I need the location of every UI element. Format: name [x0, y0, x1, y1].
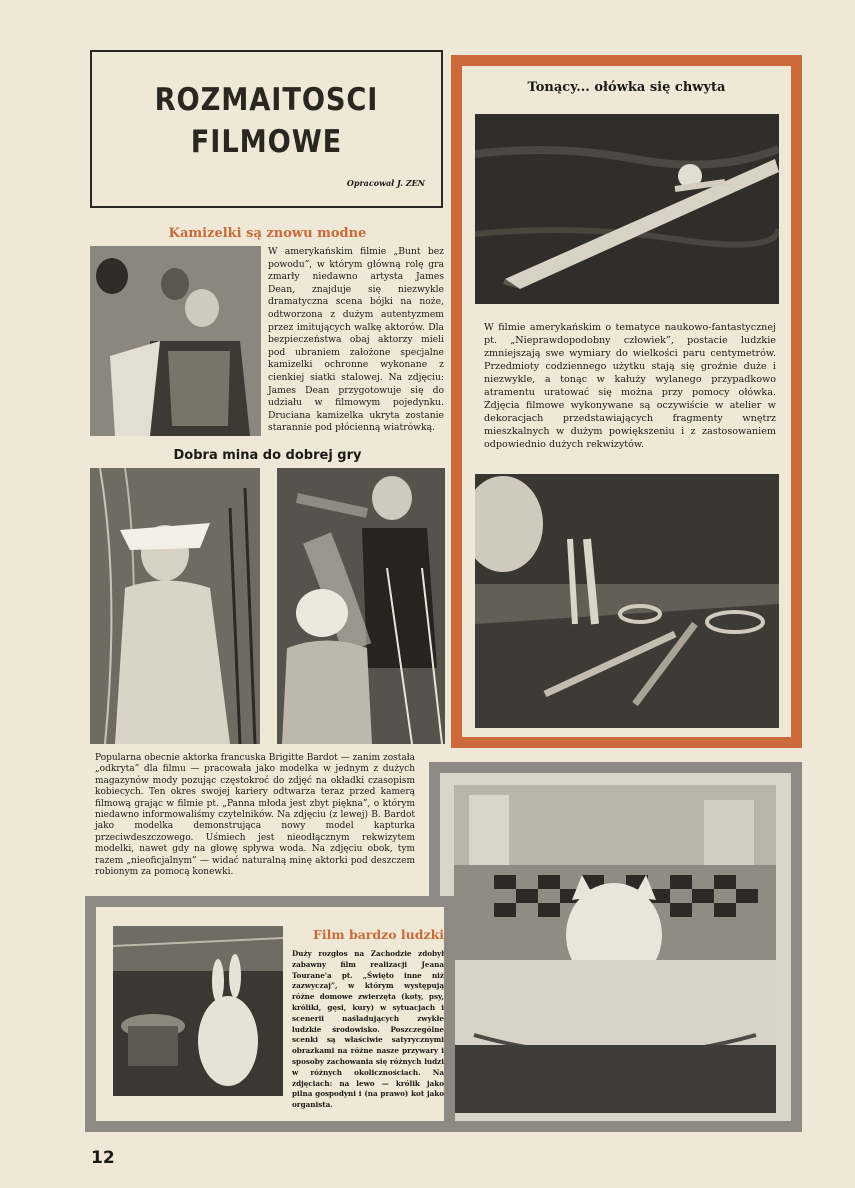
vests-heading: Kamizelki są znowu modne [168, 226, 367, 241]
cat-organist-frame [429, 762, 802, 1132]
bardot-heading: Dobra mina do dobrej gry [173, 448, 362, 463]
bardot-model-photo [90, 468, 260, 744]
pencil-body: W filmie amerykańskim o tematyce naukowo-fantastycznej pt. „Nieprawdopodobny człowiek”, postacie ludzkie zmniejszają swe wymiary do wielkości paru centymetrów. Przedmioty codziennego użytku stają się groźnie duże i niezwykle, a tonąc w kałuży wylanego przypadkowo atramentu uratować się można przy pomocy ołówka. Zdjęcia filmowe wykonywane są oczywiście w atelier w dekoracjach przedstawiających fragmenty wnętrz mieszkalnych w dużym powiększeniu i z zastosowaniem odpowiednio dużych rekwizytów. [484, 322, 776, 450]
animals-heading: Film bardzo ludzki [313, 927, 444, 942]
pencil-heading: Tonący... ołówka się chwyta [527, 80, 726, 95]
masthead-box [90, 50, 443, 208]
scissors-photo [475, 474, 779, 728]
animals-body: Duży rozgłos na Zachodzie zdobył zabawny film realizacji Jeana Tourane'a pt. „Święto inne niż zazwyczaj”, w którym występują różne domowe zwierzęta (koty, psy, króliki, gęsi, kury) w sytuacjach i scenerii naśladujących zwykłe ludzkie środowisko. Poszczególne scenki są właściwie satyrycznymi obrazkami na różne nasze przywary i sposoby zachowania się różnych ludzi w różnych okolicznościach. Na zdjęciach: na lewo — królik jako pilna gospodyni i (na prawo) kot jako organista. [292, 949, 444, 1110]
page-number: 12 [91, 1148, 115, 1168]
rabbit-housewife-photo [113, 926, 283, 1096]
pencil-article-frame [451, 55, 802, 748]
james-dean-photo [90, 246, 261, 436]
rabbit-article-frame [85, 896, 455, 1132]
cat-organist-photo [454, 785, 776, 1113]
vests-body: W amerykańskim filmie „Bunt bez powodu”, w którym główną rolę gra zmarły niedawno artysta James Dean, znajduje się niezwykle dramatyczna scena bójki na noże, odtworzona z dużym autentyzmem przez imitujących walkę aktorów. Dla bezpieczeństwa obaj aktorzy mieli pod ubraniem założone specjalne kamizelki ochronne wykonane z cienkiej siatki stalowej. Na zdjęciu: James Dean przygotowuje się do udziału w filmowym pojedynku. Druciana kamizelka ukryta zostanie starannie pod płócienną wiatrówką. [268, 246, 444, 434]
bardot-body: Popularna obecnie aktorka francuska Brigitte Bardot — zanim została „odkryta” dla filmu — pracowała jako modelka w jednym z dużych magazynów mody pozując częstokroć do zdjęć na okładki czasopism kobiecych. Ten okres swojej kariery odtwarza teraz przed kamerą filmową grając w filmie pt. „Panna młoda jest zbyt piękna”, o którym niedawno informowaliśmy czytelników. Na zdjęciu (z lewej) B. Bardot jako modelka demonstrująca nowy model kapturka przeciwdeszczowego. Uśmiech jest nieodłącznym rekwizytem modelki, nawet gdy na głowę spływa woda. Na zdjęciu obok, tym razem „nieoficjalnym” — widać naturalną minę aktorki pod deszczem robionym za pomocą konewki. [95, 753, 415, 878]
author-credit: Opracował J. ZEN [346, 178, 425, 188]
masthead-title-line1: ROZMAITOSCI [154, 82, 379, 118]
pencil-swimmer-photo [475, 114, 779, 304]
bardot-watering-can-photo [277, 468, 445, 744]
masthead-title-line2: FILMOWE [190, 124, 343, 160]
